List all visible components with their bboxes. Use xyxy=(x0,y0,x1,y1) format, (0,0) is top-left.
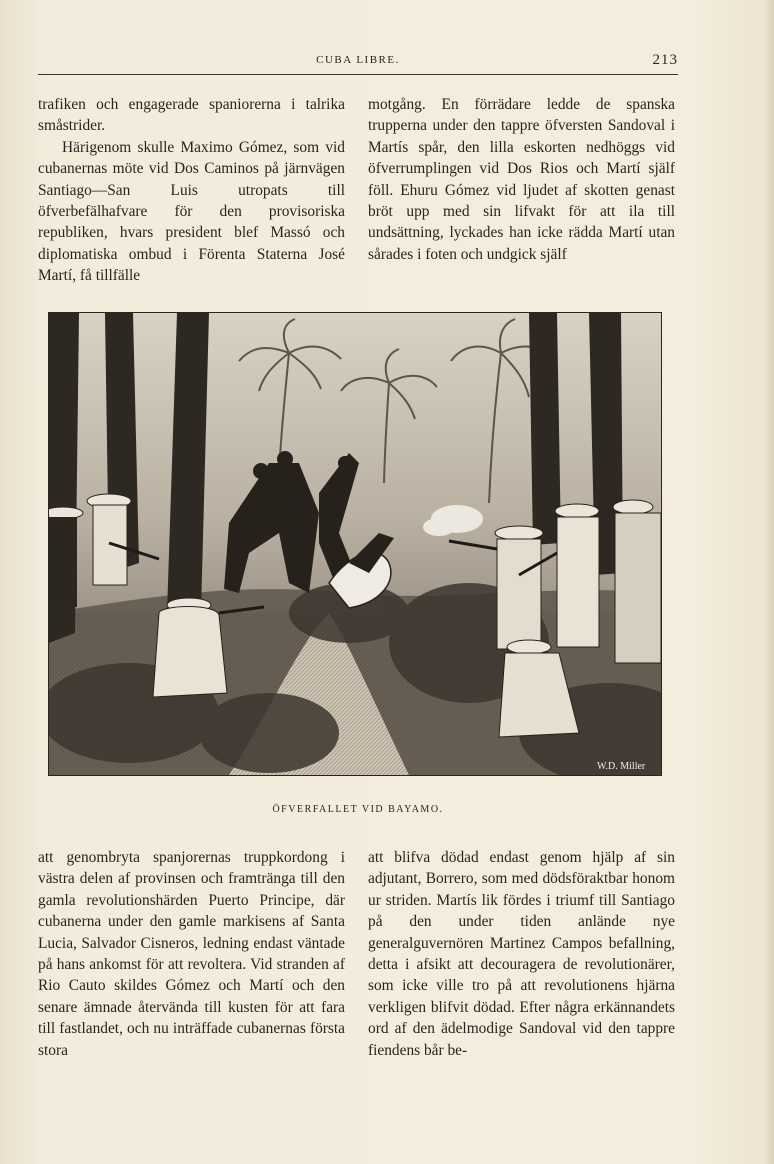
engraving-illustration xyxy=(48,312,662,776)
page-edge-shading xyxy=(764,0,774,1164)
paragraph-ambush: motgång. En förrädare ledde de spanska trupperna under den tappre öfversten Sandoval i Martís spår, den lilla eskorten nedhöggs vid öfverrumplingen vid Dos Rios och Martí själf föll. Ehuru Gómez vid ljudet af skotten genast bröt upp med sin lifvakt för att ila till undsättning, lyckades han icke rädda Martí utan sårades i foten och undgick själf xyxy=(368,96,675,263)
header-rule xyxy=(38,74,678,75)
running-head xyxy=(38,54,678,74)
illustration-caption: ÖFVERFALLET VID BAYAMO. xyxy=(272,804,444,815)
running-title: CUBA LIBRE. xyxy=(316,54,400,66)
jungle-ambush-engraving xyxy=(49,313,661,775)
column-bottom-left xyxy=(38,847,345,1061)
paragraph-borrero: att blifva dödad endast genom hjälp af sin adjutant, Borrero, som med dödsföraktbar honom ur striden. Martís lik fördes i triumf till Santiago på den under tiden anlände nye generalguvernören Martinez Campos befallning, detta i afsikt att decouragera de revolutionärer, som icke ville tro på att revolutionens hjärna verkligen blifvit dödad. Efter några erkännandets ord af den ädelmodige Sandoval vid den tappre fiendens bår be- xyxy=(368,849,675,1059)
column-top-left xyxy=(38,94,345,287)
artist-signature: W.D. Miller xyxy=(597,761,646,772)
paragraph-cordon: att genombryta spanjorernas truppkordong i västra delen af provinsen och framtränga till den gamla revolutionshärden Puerto Principe, där cubanerna under den gamle markisens af Santa Lucia, Salvador Cisneros, ledning endast väntade på hans ankomst för att revoltera. Vid stranden af Rio Cauto skildes Gómez och Martí och den senare ämnade återvända till kusten för att fara till fastlandet, och nu inträffade cubanernas första stora xyxy=(38,849,345,1059)
column-bottom-right xyxy=(368,847,675,1061)
paragraph-continuation: trafiken och engagerade spaniorerna i talrika småstrider. xyxy=(38,96,345,135)
column-top-right xyxy=(368,94,675,265)
page-number: 213 xyxy=(652,52,678,68)
paragraph-gomez: Härigenom skulle Maximo Gómez, som vid cubanernas möte vid Dos Caminos på järnvägen Santiago—San Luis utropats till öfverbefälhafvare för den provisoriska republiken, hvars president blef Massó och diplomatiska ombud i Förenta Staterna José Martí, få tillfälle xyxy=(38,138,345,285)
